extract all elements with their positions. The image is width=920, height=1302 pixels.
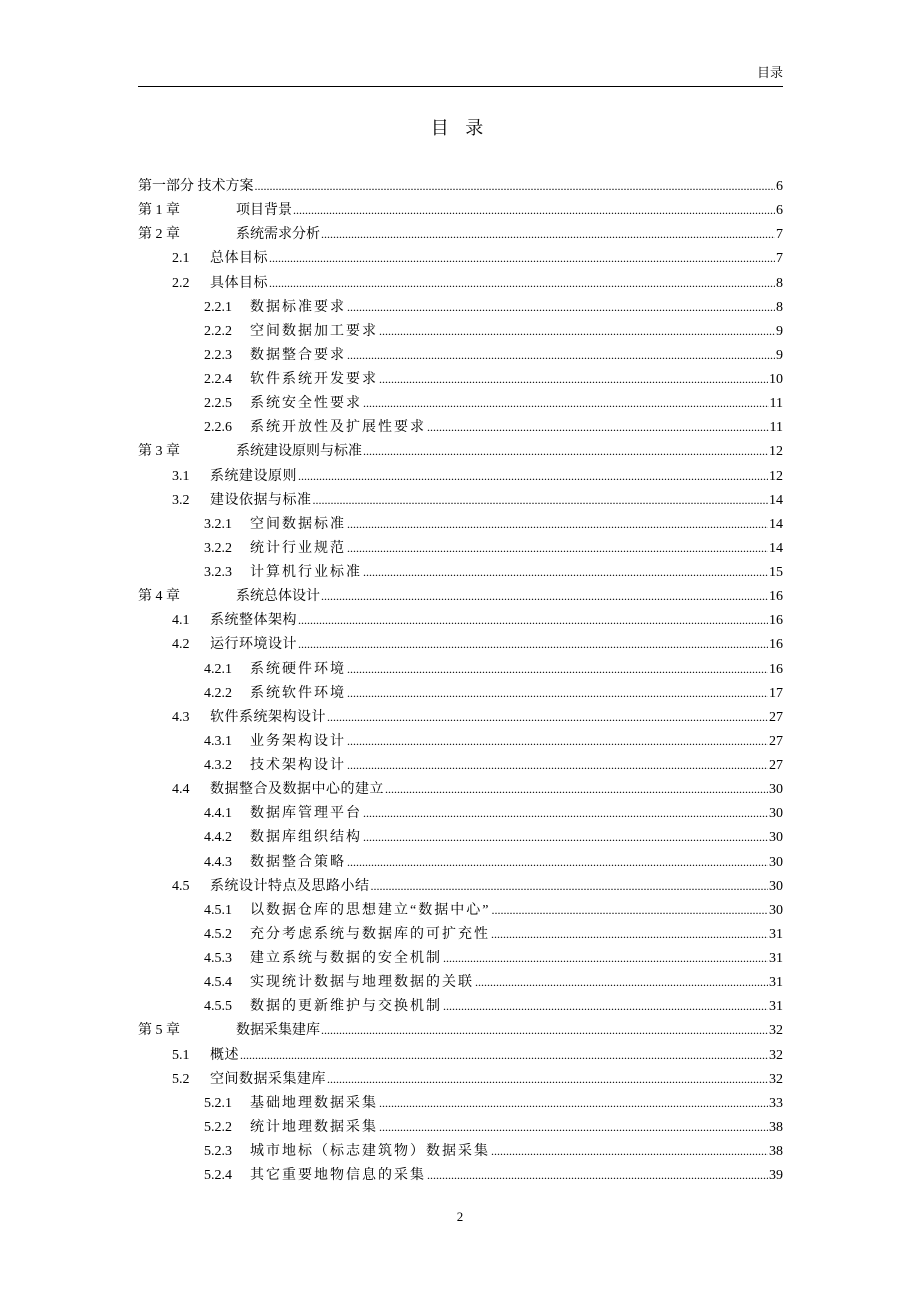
toc-leader-dots: [363, 560, 768, 585]
toc-leader-dots: [240, 1043, 768, 1068]
toc-entry[interactable]: [138, 198, 783, 222]
toc-title: 目 录: [430, 118, 490, 138]
toc-entry[interactable]: [138, 1163, 783, 1187]
toc-entry[interactable]: [138, 439, 783, 463]
toc-entry-number: 4.4: [172, 782, 190, 798]
toc-entry-number: 4.4.1: [204, 806, 232, 822]
toc-entry[interactable]: [138, 391, 783, 415]
toc-entry[interactable]: [138, 681, 783, 705]
toc-entry-number: 3.2: [172, 492, 190, 508]
toc-leader-dots: [491, 898, 768, 923]
toc-leader-dots: [385, 777, 768, 802]
toc-entry-number: 5.2.2: [204, 1119, 232, 1135]
toc-leader-dots: [443, 946, 768, 971]
toc-entry-number: 4.4.3: [204, 854, 232, 870]
toc-entry[interactable]: [138, 222, 783, 246]
toc-entry-title: 总体目标: [210, 251, 268, 267]
toc-leader-dots: [321, 222, 775, 247]
toc-leader-dots: [298, 608, 768, 633]
toc-entry[interactable]: [138, 1115, 783, 1139]
toc-entry-page: 30: [769, 854, 783, 870]
toc-entry-title: 以数据仓库的思想建立“数据中心”: [250, 902, 491, 918]
toc-entry-title: 系统安全性要求: [250, 396, 362, 412]
toc-entry-title: 数据的更新维护与交换机制: [250, 999, 442, 1015]
toc-entry-title: 系统整体架构: [210, 613, 297, 629]
toc-entry-number: 2.2.2: [204, 323, 232, 339]
toc-entry[interactable]: [138, 1043, 783, 1067]
toc-entry-title: 计算机行业标准: [250, 565, 362, 580]
toc-entry-page: 10: [769, 372, 783, 387]
toc-leader-dots: [347, 536, 768, 561]
toc-entry-number: 3.2.3: [204, 565, 232, 580]
toc-entry-number: 4.1: [172, 613, 190, 629]
toc-entry-title: 建设依据与标准: [210, 492, 312, 508]
toc-leader-dots: [347, 343, 775, 368]
toc-entry[interactable]: [138, 1091, 783, 1115]
toc-leader-dots: [255, 174, 776, 199]
toc-entry-number: 4.5.4: [204, 975, 232, 991]
toc-entry-number: 4.3: [172, 709, 190, 725]
toc-entry-number: 2.2.6: [204, 420, 232, 436]
toc-entry-page: 9: [776, 323, 783, 339]
toc-leader-dots: [427, 415, 769, 440]
toc-leader-dots: [347, 512, 768, 537]
toc-leader-dots: [269, 246, 775, 271]
toc-entry-page: 15: [769, 565, 783, 580]
toc-entry[interactable]: [138, 850, 783, 874]
toc-entry-page: 30: [769, 782, 783, 798]
toc-entry-title: 具体目标: [210, 275, 268, 291]
toc-leader-dots: [491, 1139, 768, 1164]
toc-entry-title: 系统设计特点及思路小结: [210, 878, 370, 894]
toc-entry-page: 30: [769, 878, 783, 894]
toc-entry-page: 30: [769, 902, 783, 918]
toc-leader-dots: [347, 753, 768, 778]
toc-leader-dots: [269, 271, 775, 296]
toc-entry-title: 数据采集建库: [236, 1023, 320, 1039]
toc-entry-title: 业务架构设计: [250, 733, 346, 749]
toc-entry-number: 5.2.1: [204, 1095, 232, 1111]
toc-entry-number: 3.1: [172, 468, 190, 484]
toc-entry-page: 30: [769, 806, 783, 822]
toc-entry-number: 4.3.1: [204, 733, 232, 749]
toc-leader-dots: [491, 922, 768, 947]
toc-leader-dots: [363, 825, 768, 850]
toc-entry-page: 14: [769, 492, 783, 508]
toc-entry[interactable]: [138, 657, 783, 681]
toc-entry-number: 5.2.4: [204, 1168, 232, 1184]
toc-entry-page: 33: [769, 1095, 783, 1111]
toc-entry-number: 4.5.3: [204, 951, 232, 966]
toc-leader-dots: [293, 198, 775, 223]
toc-entry-title: 概述: [210, 1047, 239, 1063]
toc-entry-title: 数据整合策略: [250, 854, 346, 870]
toc-entry-number: 3.2.2: [204, 540, 232, 556]
toc-leader-dots: [379, 1115, 768, 1140]
toc-entry-title: 软件系统开发要求: [250, 372, 378, 387]
toc-entry[interactable]: [138, 994, 783, 1018]
toc-entry[interactable]: [138, 1067, 783, 1091]
toc-entry-page: 7: [776, 227, 783, 243]
toc-entry-page: 16: [769, 589, 783, 605]
toc-entry-title: 城市地标（标志建筑物）数据采集: [250, 1144, 490, 1159]
toc-entry-title: 系统软件环境: [250, 685, 346, 701]
toc-entry-title: 系统需求分析: [236, 227, 320, 243]
toc-entry-number: 4.5.2: [204, 926, 232, 942]
toc-entry-title: 数据整合及数据中心的建立: [210, 782, 384, 798]
toc-entry-page: 8: [776, 275, 783, 291]
toc-entry[interactable]: [138, 898, 783, 922]
toc-entry-page: 14: [769, 540, 783, 556]
toc-entry[interactable]: [138, 174, 783, 198]
toc-entry[interactable]: [138, 874, 783, 898]
toc-entry-title: 系统建设原则: [210, 468, 297, 484]
toc-entry-title: 软件系统架构设计: [210, 709, 326, 725]
toc-entry-title: 系统开放性及扩展性要求: [250, 420, 426, 436]
toc-entry[interactable]: [138, 705, 783, 729]
toc-entry[interactable]: [138, 825, 783, 849]
toc-entry-page: 12: [769, 468, 783, 484]
toc-leader-dots: [347, 681, 768, 706]
toc-entry[interactable]: [138, 1139, 783, 1163]
toc-entry-number: 2.2: [172, 275, 190, 291]
toc-leader-dots: [327, 705, 768, 730]
toc-entry-title: 空间数据采集建库: [210, 1071, 326, 1087]
toc-leader-dots: [321, 1018, 768, 1043]
toc-entry-title: 建立系统与数据的安全机制: [250, 951, 442, 966]
toc-entry-title: 其它重要地物信息的采集: [250, 1168, 426, 1184]
toc-entry-title: 统计地理数据采集: [250, 1119, 378, 1135]
toc-entry-title: 空间数据加工要求: [250, 323, 378, 339]
toc-entry[interactable]: [138, 464, 783, 488]
toc-entry-page: 6: [776, 203, 783, 219]
toc-entry-title: 第一部分 技术方案: [138, 179, 254, 194]
toc-entry-page: 8: [776, 299, 783, 315]
toc-entry-page: 9: [776, 347, 783, 363]
toc-entry[interactable]: [138, 946, 783, 970]
toc-entry-title: 数据标准要求: [250, 299, 346, 315]
toc-leader-dots: [321, 584, 768, 609]
toc-leader-dots: [347, 295, 775, 320]
toc-entry-title: 统计行业规范: [250, 540, 346, 556]
toc-entry[interactable]: [138, 970, 783, 994]
toc-leader-dots: [298, 632, 768, 657]
toc-entry[interactable]: [138, 488, 783, 512]
toc-entry-number: 5.2: [172, 1071, 190, 1087]
toc-leader-dots: [427, 1163, 768, 1188]
toc-leader-dots: [347, 657, 768, 682]
toc-leader-dots: [379, 319, 775, 344]
toc-entry-page: 16: [769, 613, 783, 629]
toc-entry-title: 空间数据标准: [250, 516, 346, 532]
toc-entry-number: 第 4 章: [138, 589, 180, 605]
toc-entry-number: 4.2.2: [204, 685, 232, 701]
toc-entry-number: 4.5.5: [204, 999, 232, 1015]
toc-entry-page: 27: [769, 733, 783, 749]
toc-entry-page: 17: [769, 685, 783, 701]
toc-entry-page: 31: [769, 999, 783, 1015]
toc-entry-title: 数据库管理平台: [250, 806, 362, 822]
toc-entry-page: 16: [769, 637, 783, 653]
toc-entry-page: 32: [769, 1023, 783, 1039]
toc-entry-page: 31: [769, 926, 783, 942]
toc-entry-page: 38: [769, 1119, 783, 1135]
toc-entry-page: 12: [769, 444, 783, 460]
table-of-contents: [138, 174, 783, 1187]
toc-entry[interactable]: [138, 584, 783, 608]
toc-entry[interactable]: [138, 246, 783, 270]
toc-entry-page: 7: [776, 251, 783, 267]
toc-leader-dots: [379, 367, 768, 392]
toc-entry[interactable]: [138, 801, 783, 825]
toc-entry-title: 实现统计数据与地理数据的关联: [250, 975, 474, 991]
toc-entry[interactable]: [138, 1018, 783, 1042]
toc-entry[interactable]: [138, 343, 783, 367]
page-number: 2: [456, 1209, 464, 1224]
toc-entry-number: 4.4.2: [204, 830, 232, 846]
toc-entry-number: 5.2.3: [204, 1144, 232, 1159]
toc-entry-page: 27: [769, 758, 783, 773]
toc-leader-dots: [379, 1091, 768, 1116]
toc-entry-page: 38: [769, 1144, 783, 1159]
toc-leader-dots: [327, 1067, 768, 1092]
toc-entry[interactable]: [138, 512, 783, 536]
toc-entry-title: 系统硬件环境: [250, 661, 346, 677]
toc-entry-number: 2.2.4: [204, 372, 232, 387]
toc-entry[interactable]: [138, 729, 783, 753]
toc-entry-title: 技术架构设计: [250, 758, 346, 773]
toc-entry-title: 充分考虑系统与数据库的可扩充性: [250, 926, 490, 942]
toc-entry-page: 32: [769, 1071, 783, 1087]
toc-entry-number: 4.2.1: [204, 661, 232, 677]
toc-leader-dots: [313, 488, 769, 513]
toc-entry-number: 第 5 章: [138, 1023, 180, 1039]
toc-leader-dots: [347, 850, 768, 875]
toc-entry[interactable]: [138, 560, 783, 584]
toc-entry-title: 数据库组织结构: [250, 830, 362, 846]
toc-entry[interactable]: [138, 415, 783, 439]
toc-leader-dots: [347, 729, 768, 754]
toc-entry-number: 4.2: [172, 637, 190, 653]
toc-entry[interactable]: [138, 632, 783, 656]
toc-entry-page: 31: [769, 951, 783, 966]
toc-entry-title: 运行环境设计: [210, 637, 297, 653]
toc-entry-page: 27: [769, 709, 783, 725]
toc-entry-number: 4.5.1: [204, 902, 232, 918]
toc-entry[interactable]: [138, 295, 783, 319]
toc-entry-page: 32: [769, 1047, 783, 1063]
toc-entry-number: 2.2.3: [204, 347, 232, 363]
header-rule: [138, 86, 783, 87]
toc-entry[interactable]: [138, 271, 783, 295]
toc-entry[interactable]: [138, 608, 783, 632]
toc-entry-number: 第 3 章: [138, 444, 180, 460]
toc-entry-number: 5.1: [172, 1047, 190, 1063]
toc-entry-number: 2.2.1: [204, 299, 232, 315]
toc-leader-dots: [475, 970, 768, 995]
toc-entry-number: 3.2.1: [204, 516, 232, 532]
toc-entry[interactable]: [138, 777, 783, 801]
toc-entry[interactable]: [138, 753, 783, 777]
toc-entry-page: 16: [769, 661, 783, 677]
toc-entry-page: 14: [769, 516, 783, 532]
toc-leader-dots: [371, 874, 769, 899]
toc-entry-page: 30: [769, 830, 783, 846]
toc-leader-dots: [363, 439, 768, 464]
toc-entry-title: 系统总体设计: [236, 589, 320, 605]
toc-entry[interactable]: [138, 367, 783, 391]
toc-leader-dots: [443, 994, 768, 1019]
toc-entry-page: 31: [769, 975, 783, 991]
toc-entry-page: 11: [769, 396, 783, 412]
toc-leader-dots: [363, 391, 769, 416]
toc-entry-page: 11: [769, 420, 783, 436]
toc-entry-number: 4.3.2: [204, 758, 232, 773]
toc-entry[interactable]: [138, 536, 783, 560]
toc-leader-dots: [298, 464, 768, 489]
running-header: 目录: [756, 65, 783, 80]
toc-entry[interactable]: [138, 922, 783, 946]
toc-entry-title: 基础地理数据采集: [250, 1095, 378, 1111]
toc-entry-page: 6: [776, 179, 783, 194]
toc-entry-title: 系统建设原则与标准: [236, 444, 362, 460]
toc-entry-title: 数据整合要求: [250, 347, 346, 363]
toc-entry[interactable]: [138, 319, 783, 343]
toc-entry-number: 2.1: [172, 251, 190, 267]
toc-entry-title: 项目背景: [236, 203, 292, 219]
toc-entry-number: 2.2.5: [204, 396, 232, 412]
toc-entry-number: 4.5: [172, 878, 190, 894]
toc-leader-dots: [363, 801, 768, 826]
toc-entry-number: 第 2 章: [138, 227, 180, 243]
toc-entry-number: 第 1 章: [138, 203, 180, 219]
toc-entry-page: 39: [769, 1168, 783, 1184]
